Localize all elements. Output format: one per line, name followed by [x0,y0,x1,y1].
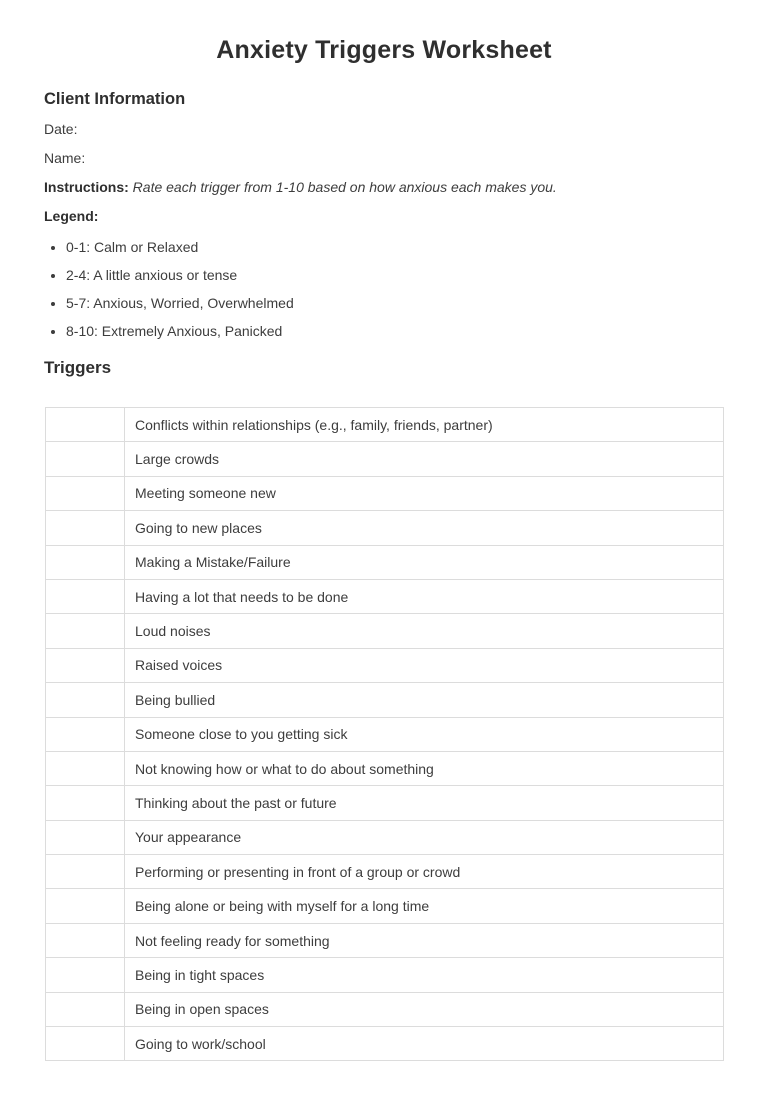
trigger-cell: Large crowds [125,442,724,476]
legend-list [44,239,724,339]
client-information-heading: Client Information [44,90,186,108]
rating-cell[interactable] [46,683,125,717]
table-row [46,408,724,442]
table-row [46,511,724,545]
legend-item: • 5-7: Anxious, Worried, Overwhelmed [66,295,724,311]
legend-label [44,208,724,225]
table-row [46,648,724,682]
trigger-cell: Your appearance [125,820,724,854]
table-row [46,579,724,613]
rating-cell[interactable] [46,1027,125,1061]
rating-cell[interactable] [46,751,125,785]
rating-cell[interactable] [46,820,125,854]
table-row [46,786,724,820]
rating-cell[interactable] [46,992,125,1026]
trigger-cell: Loud noises [125,614,724,648]
rating-cell[interactable] [46,855,125,889]
table-row [46,751,724,785]
trigger-cell: Having a lot that needs to be done [125,579,724,613]
table-row [46,683,724,717]
instructions-label: Instructions: [44,179,129,195]
rating-cell[interactable] [46,648,125,682]
trigger-cell: Being in open spaces [125,992,724,1026]
trigger-cell: Being in tight spaces [125,958,724,992]
trigger-cell: Performing or presenting in front of a group or crowd [125,855,724,889]
trigger-cell: Going to work/school [125,1027,724,1061]
triggers-table-body [46,408,724,1061]
trigger-cell: Thinking about the past or future [125,786,724,820]
worksheet-page [0,35,768,1099]
table-row [46,889,724,923]
trigger-cell: Meeting someone new [125,476,724,510]
table-row [46,855,724,889]
rating-cell[interactable] [46,545,125,579]
page-title: Anxiety Triggers Worksheet [216,36,552,64]
trigger-cell: Being bullied [125,683,724,717]
rating-cell[interactable] [46,476,125,510]
legend-label-text: Legend: [44,208,99,224]
trigger-cell: Making a Mistake/Failure [125,545,724,579]
trigger-cell: Conflicts within relationships (e.g., family, friends, partner) [125,408,724,442]
trigger-cell: Not knowing how or what to do about something [125,751,724,785]
trigger-cell: Someone close to you getting sick [125,717,724,751]
table-row [46,1027,724,1061]
table-row [46,545,724,579]
trigger-cell: Being alone or being with myself for a long time [125,889,724,923]
rating-cell[interactable] [46,923,125,957]
date-label: Date: [44,121,78,137]
table-row [46,476,724,510]
table-row [46,923,724,957]
rating-cell[interactable] [46,579,125,613]
table-row [46,958,724,992]
trigger-cell: Not feeling ready for something [125,923,724,957]
triggers-table [45,407,724,1061]
trigger-cell: Raised voices [125,648,724,682]
rating-cell[interactable] [46,786,125,820]
legend-item: • 8-10: Extremely Anxious, Panicked [66,323,724,339]
rating-cell[interactable] [46,889,125,923]
trigger-cell: Going to new places [125,511,724,545]
instructions-text: Rate each trigger from 1-10 based on how anxious each makes you. [132,179,557,195]
instructions-line [44,179,724,196]
table-row [46,717,724,751]
table-row [46,992,724,1026]
legend-item: • 2-4: A little anxious or tense [66,267,724,283]
rating-cell[interactable] [46,408,125,442]
table-row [46,614,724,648]
legend-item: • 0-1: Calm or Relaxed [66,239,724,255]
table-row [46,820,724,854]
triggers-heading: Triggers [44,358,112,377]
name-label: Name: [44,150,86,166]
rating-cell[interactable] [46,717,125,751]
rating-cell[interactable] [46,614,125,648]
table-row [46,442,724,476]
rating-cell[interactable] [46,958,125,992]
rating-cell[interactable] [46,511,125,545]
rating-cell[interactable] [46,442,125,476]
